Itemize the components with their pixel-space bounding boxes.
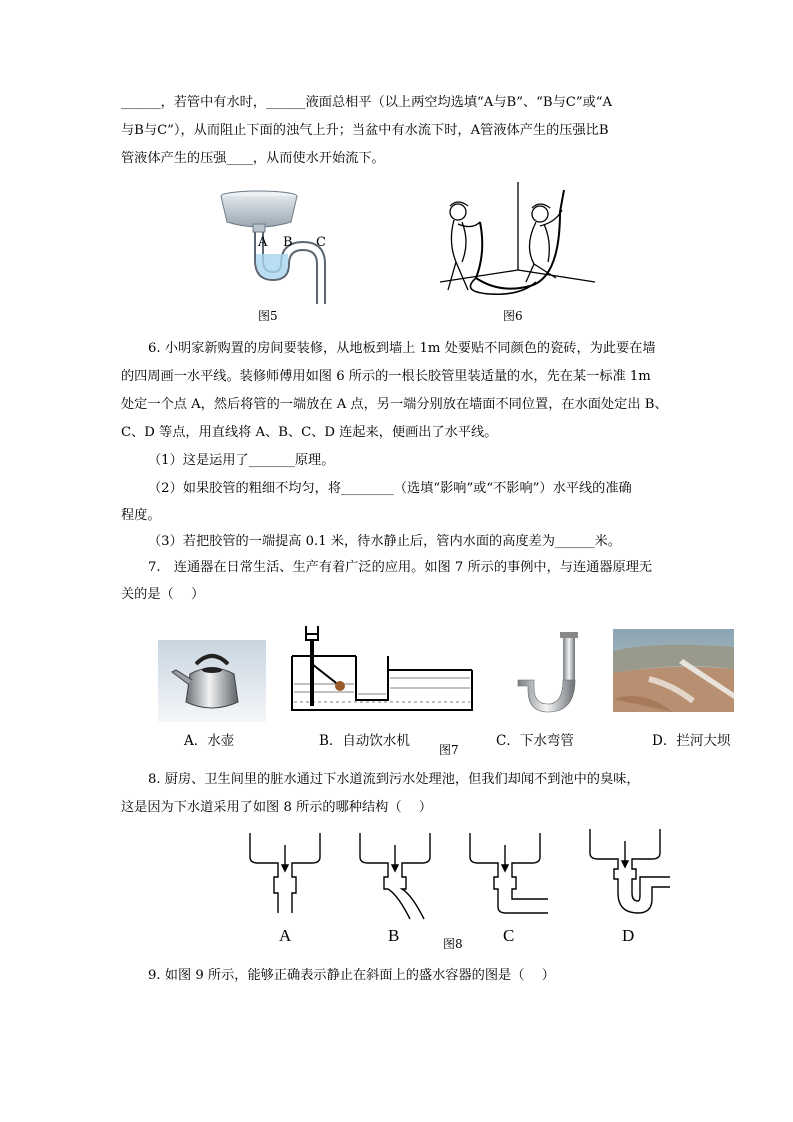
figure-8-structure-d xyxy=(588,829,672,915)
figure-7-drain-pipe-photo xyxy=(508,630,592,716)
figure-6-caption: 图6 xyxy=(503,309,523,323)
q5-line-3: 管液体产生的压强____，从而使水开始流下。 xyxy=(121,151,385,166)
q5-line-2: 与B与C”），从而阻止下面的浊气上升；当盆中有水流下时，A管液体产生的压强比B xyxy=(121,123,609,138)
q7-line-1: 7. 连通器在日常生活、生产有着广泛的应用。如图 7 所示的事例中，与连通器原理无 xyxy=(148,560,653,575)
q6-line-2: 的四周画一水平线。装修师傅用如图 6 所示的一根长胶管里装适量的水，先在某一标准 1m xyxy=(121,369,651,384)
figure-7-kettle-photo xyxy=(158,640,266,722)
figure-7-dam-photo xyxy=(613,629,734,712)
figure-7-caption: 图7 xyxy=(439,743,459,757)
figure-7-dispenser-diagram xyxy=(290,626,474,712)
q8-option-a: A xyxy=(279,926,292,945)
figure-5-label-a: A xyxy=(258,235,268,250)
q9-line-1: 9. 如图 9 所示，能够正确表示静止在斜面上的盛水容器的图是（ ） xyxy=(148,968,555,983)
q8-option-c: C xyxy=(503,926,515,945)
q7-option-d: D．拦河大坝 xyxy=(652,733,731,749)
q6-line-1: 6. 小明家新购置的房间要装修，从地板到墙上 1m 处要贴不同颜色的瓷砖，为此要在墙 xyxy=(148,341,656,356)
q6-line-3: 处定一个点 A，然后将管的一端放在 A 点，另一端分别放在墙面不同位置，在水面处定出 B、 xyxy=(121,397,668,412)
q7-option-b: B．自动饮水机 xyxy=(319,733,410,749)
figure-8-structure-c xyxy=(468,833,550,917)
q6-line-4: C、D 等点，用直线将 A、B、C、D 连起来，便画出了水平线。 xyxy=(121,425,498,440)
figure-8-caption: 图8 xyxy=(443,937,463,951)
figure-5-caption: 图5 xyxy=(258,309,278,323)
q5-line-1: ______，若管中有水时，______液面总相平（以上两空均选填“A与B”、“B与C”或“A xyxy=(121,95,613,110)
figure-8-structure-a xyxy=(248,833,324,915)
q6-sub-2a: （2）如果胶管的粗细不均匀，将________（选填“影响”或“不影响”）水平线的准确 xyxy=(148,481,632,496)
figure-5-label-c: C xyxy=(316,235,326,250)
q8-option-d: D xyxy=(622,926,635,945)
q6-sub-3: （3）若把胶管的一端提高 0.1 米，待水静止后，管内水面的高度差为______米。 xyxy=(148,534,621,549)
q8-line-2: 这是因为下水道采用了如图 8 所示的哪种结构（ ） xyxy=(121,800,433,815)
q7-option-a: A．水壶 xyxy=(184,733,235,749)
q8-line-1: 8. 厨房、卫生间里的脏水通过下水道流到污水处理池，但我们却闻不到池中的臭味， xyxy=(148,772,640,787)
q8-option-b: B xyxy=(388,926,400,945)
q7-option-c: C．下水弯管 xyxy=(496,733,574,749)
figure-6-workers-hose xyxy=(440,182,602,300)
figure-5-label-b: B xyxy=(283,235,293,250)
figure-8-structure-b xyxy=(358,833,434,923)
q6-sub-1: （1）这是运用了_______原理。 xyxy=(148,453,335,468)
q6-sub-2b: 程度。 xyxy=(121,508,161,523)
q7-line-2: 关的是（ ） xyxy=(121,587,205,602)
